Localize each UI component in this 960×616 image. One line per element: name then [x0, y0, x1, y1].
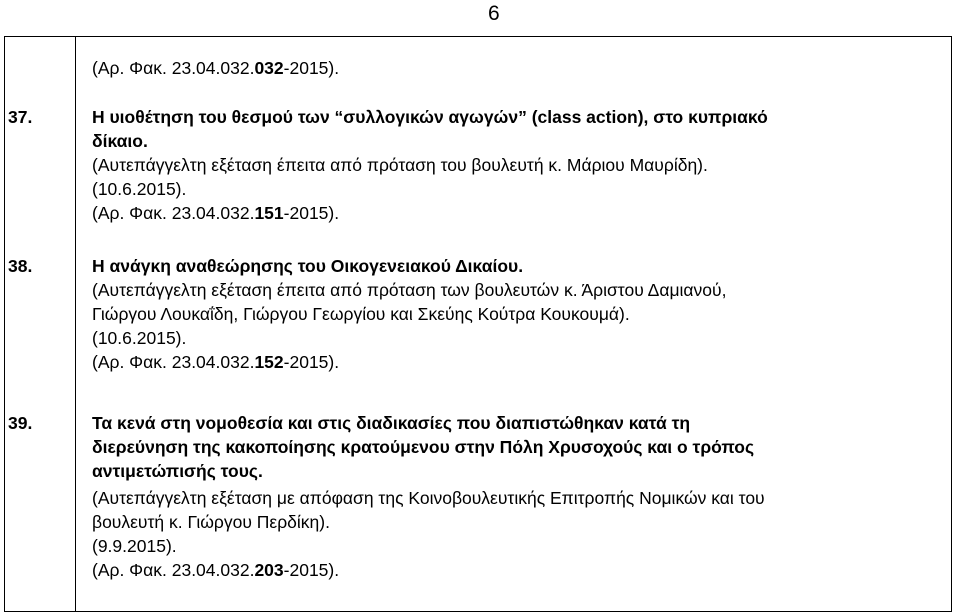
- item-38-file-reference: (Αρ. Φακ. 23.04.032.152-2015).: [92, 352, 340, 372]
- item-37-file-reference: (Αρ. Φακ. 23.04.032.151-2015).: [92, 203, 340, 223]
- item-39-detail-line-1: (Αυτεπάγγελτη εξέταση με απόφαση της Κοινοβουλευτικής Επιτροπής Νομικών και του: [92, 488, 765, 508]
- item-37-title-line-2: δίκαιο.: [92, 131, 148, 151]
- file-reference-prev: (Αρ. Φακ. 23.04.032.032-2015).: [92, 58, 340, 78]
- item-number-38: 38.: [8, 256, 33, 276]
- item-38-detail-line-2: Γιώργου Λουκαΐδη, Γιώργου Γεωργίου και Σκεύης Κούτρα Κουκουμά).: [92, 304, 630, 324]
- item-number-39: 39.: [8, 413, 33, 433]
- item-38-detail-line-1: (Αυτεπάγγελτη εξέταση έπειτα από πρόταση των βουλευτών κ. Άριστου Δαμιανού,: [92, 280, 727, 300]
- item-37-detail-line-2: (10.6.2015).: [92, 179, 187, 199]
- column-divider: [75, 37, 76, 611]
- item-39-title-line-3: αντιμετώπισής τους.: [92, 461, 263, 481]
- item-37-detail-line-1: (Αυτεπάγγελτη εξέταση έπειτα από πρόταση του βουλευτή κ. Μάριου Μαυρίδη).: [92, 155, 708, 175]
- item-39-detail-line-3: (9.9.2015).: [92, 536, 177, 556]
- item-39-title-line-1: Τα κενά στη νομοθεσία και στις διαδικασίες που διαπιστώθηκαν κατά τη: [92, 413, 691, 433]
- page-number: 6: [488, 2, 500, 25]
- item-39-title-line-2: διερεύνηση της κακοποίησης κρατούμενου στην Πόλη Χρυσοχούς και ο τρόπος: [92, 437, 755, 457]
- item-38-title-line-1: Η ανάγκη αναθεώρησης του Οικογενειακού Δικαίου.: [92, 256, 524, 276]
- item-37-title-line-1: Η υιοθέτηση του θεσμού των “συλλογικών αγωγών” (class action), στο κυπριακό: [92, 107, 768, 127]
- item-38-detail-line-3: (10.6.2015).: [92, 328, 187, 348]
- item-39-file-reference: (Αρ. Φακ. 23.04.032.203-2015).: [92, 560, 340, 580]
- item-number-37: 37.: [8, 107, 33, 127]
- item-39-detail-line-2: βουλευτή κ. Γιώργου Περδίκη).: [92, 512, 330, 532]
